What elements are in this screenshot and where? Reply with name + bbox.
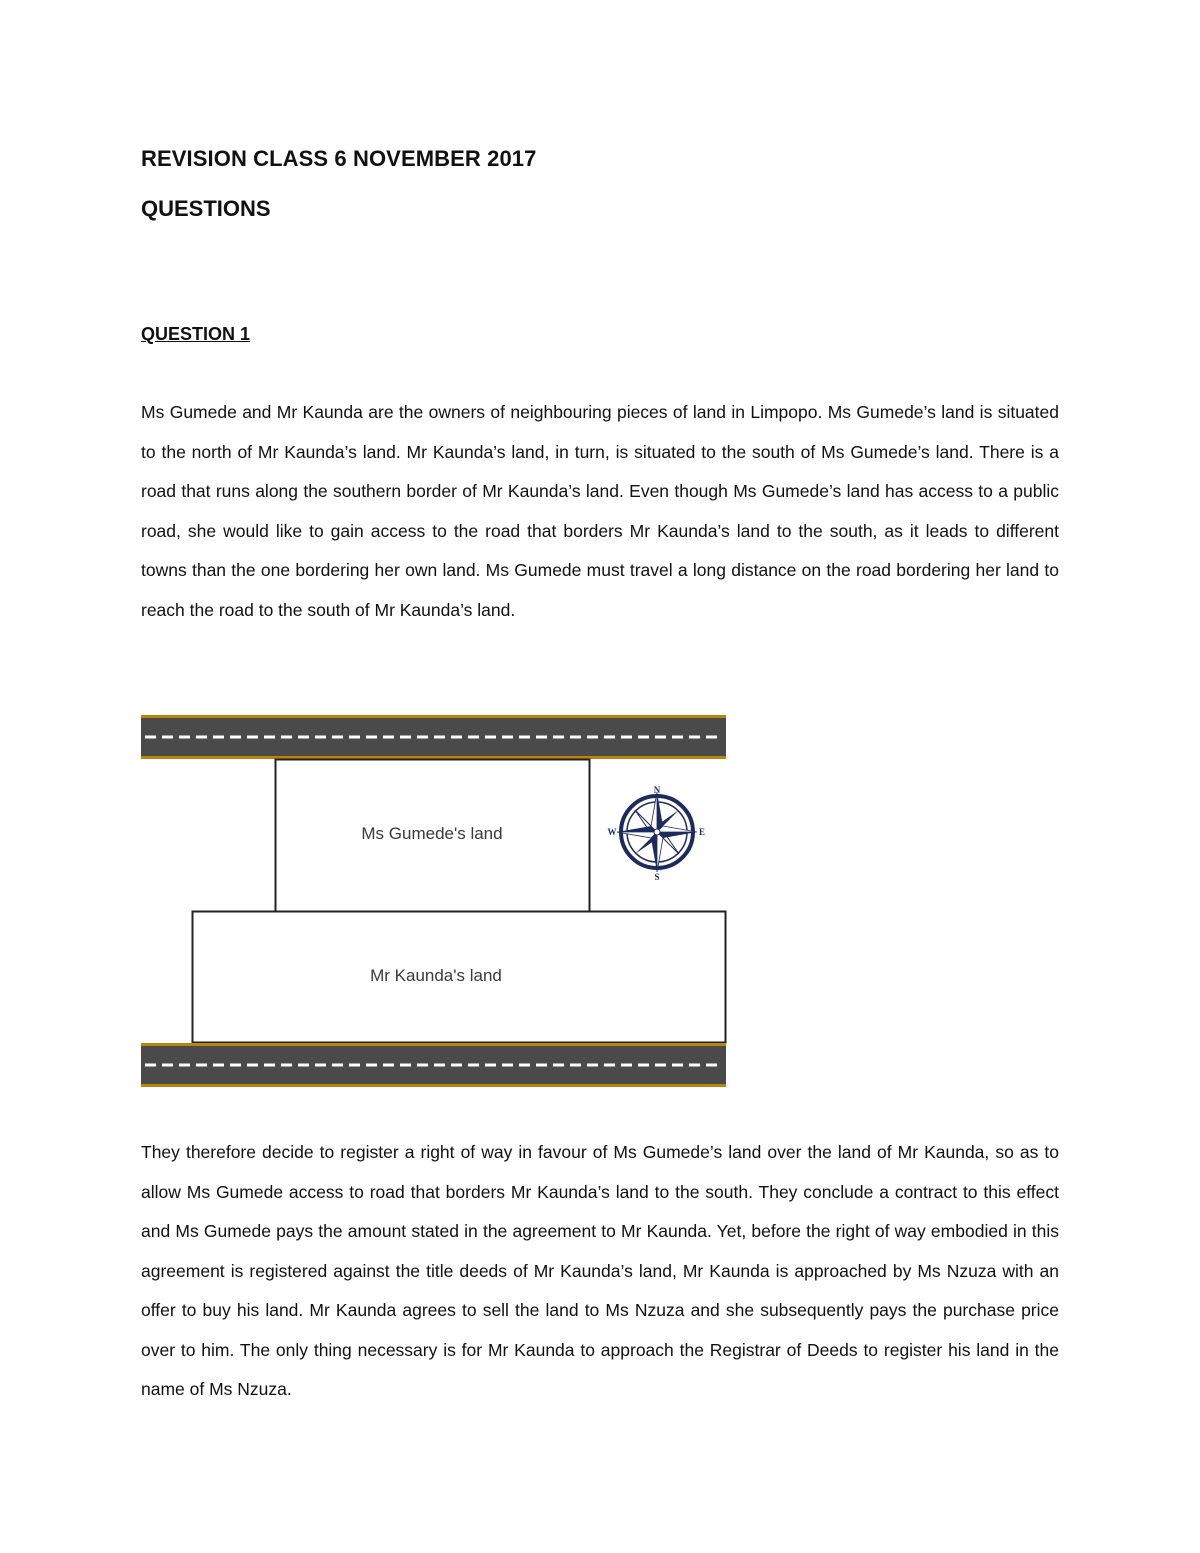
question-paragraph-1: Ms Gumede and Mr Kaunda are the owners of neighbouring pieces of land in Limpopo. Ms Gumede’s land is situated to the north of Mr Kaunda’s land. Mr Kaunda’s land, in turn, is situated to the south of Ms Gumede’s land. There is a road that runs along the southern border of Mr Kaunda’s land. Even though Ms Gumede’s land has access to a public road, she would like to gain access to the road that borders Mr Kaunda’s land to the south, as it leads to different towns than the one bordering her own land. Ms Gumede must travel a long distance on the road bordering her land to reach the road to the south of Mr Kaunda’s land. [141,402,1059,620]
page-title: REVISION CLASS 6 NOVEMBER 2017 [141,146,537,171]
compass-south-label: S [654,872,660,882]
question-paragraph-2: They therefore decide to register a right of way in favour of Ms Gumede’s land over the land of Mr Kaunda, so as to allow Ms Gumede access to road that borders Mr Kaunda’s land to the south. They conclude a contract to this effect and Ms Gumede pays the amount stated in the agreement to Mr Kaunda. Yet, before the right of way embodied in this agreement is registered against the title deeds of Mr Kaunda’s land, Mr Kaunda is approached by Ms Nzuza with an offer to buy his land. Mr Kaunda agrees to sell the land to Ms Nzuza and she subsequently pays the purchase price over to him. The only thing necessary is for Mr Kaunda to approach the Registrar of Deeds to register his land in the name of Ms Nzuza. [141,1142,1059,1399]
kaunda-land-label: Mr Kaunda's land [370,966,502,985]
gumede-land-parcel [276,760,590,912]
compass-rose-icon [608,785,706,882]
page-subtitle: QUESTIONS [141,196,271,221]
kaunda-land-parcel [193,912,726,1043]
land-diagram [141,714,731,1089]
question-heading: QUESTION 1 [141,324,251,344]
compass-north-label: N [653,785,661,795]
gumede-land-label: Ms Gumede's land [361,824,503,843]
compass-east-label: E [698,827,706,837]
south-road [141,1043,726,1087]
north-road [141,715,726,759]
compass-west-label: W [607,827,617,837]
